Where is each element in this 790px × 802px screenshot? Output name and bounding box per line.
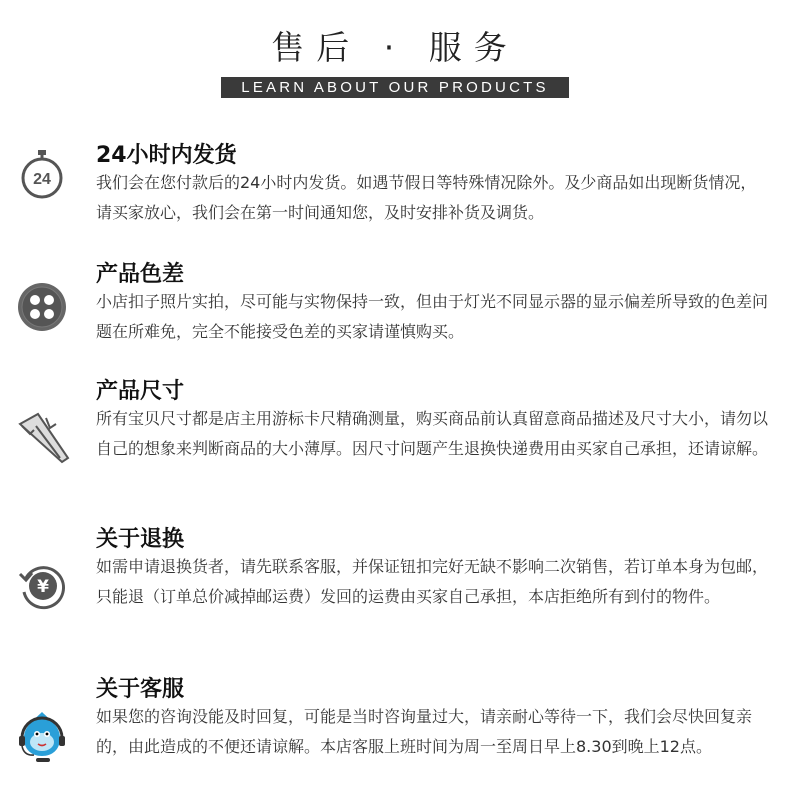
stopwatch-label: 24 (33, 171, 51, 188)
caliper-icon (16, 412, 68, 464)
page-header (0, 0, 790, 110)
section-customer-service (0, 670, 790, 800)
page-title: 售后 · 服务 (271, 28, 519, 67)
button-icon (16, 281, 68, 333)
section-color-difference (0, 255, 790, 355)
section-body: 我们会在您付款后的24小时内发货。如遇节假日等特殊情况除外。及少商品如出现断货情况，请买家放心，我们会在第一时间通知您，及时安排补货及调货。 (96, 173, 757, 222)
section-title: 产品色差 (96, 262, 185, 287)
section-size (0, 372, 790, 502)
section-body: 如需申请退换货者，请先联系客服，并保证钮扣完好无缺不影响二次销售，若订单本身为包邮，只能退（订单总价减掉邮运费）发回的运费由买家自己承担，本店拒绝所有到付的物件。 (96, 557, 769, 606)
section-title: 关于退换 (96, 527, 185, 552)
section-body: 所有宝贝尺寸都是店主用游标卡尺精确测量，购买商品前认真留意商品描述及尺寸大小，请勿以自己的想象来判断商品的大小薄厚。因尺寸问题产生退换快递费用由买家自己承担，还请谅解。 (96, 409, 769, 458)
refund-yen-icon (16, 560, 68, 612)
section-body: 小店扣子照片实拍，尽可能与实物保持一致，但由于灯光不同显示器的显示偏差所导致的色差问题在所难免，完全不能接受色差的买家请谨慎购买。 (96, 292, 769, 341)
page-subtitle: LEARN ABOUT OUR PRODUCTS (221, 77, 569, 98)
yen-label: ¥ (37, 577, 49, 597)
section-title: 产品尺寸 (96, 379, 185, 404)
section-returns (0, 520, 790, 650)
customer-service-mascot-icon (16, 708, 68, 760)
section-shipping (0, 136, 790, 236)
section-title: 关于客服 (96, 677, 185, 702)
section-body: 如果您的咨询没能及时回复，可能是当时咨询量过大，请亲耐心等待一下，我们会尽快回复亲的，由此造成的不便还请谅解。本店客服上班时间为周一至周日早上8.30到晚上12点。 (96, 707, 753, 756)
stopwatch-24-icon (16, 148, 68, 200)
section-title: 24小时内发货 (96, 143, 237, 168)
